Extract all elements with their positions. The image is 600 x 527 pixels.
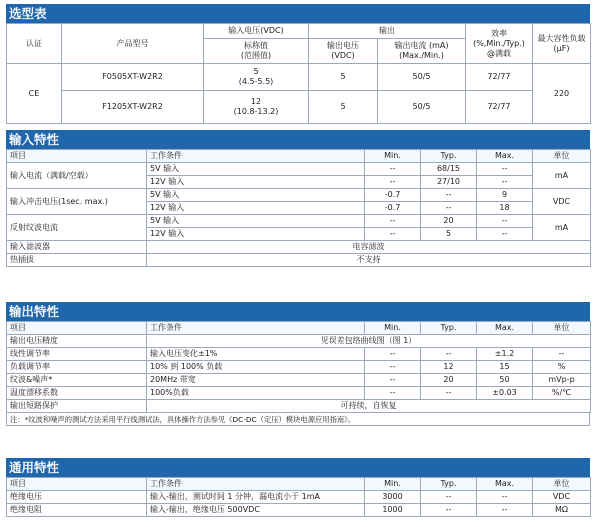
typ-cell: 27/10 — [421, 176, 477, 189]
typ-cell: -- — [421, 387, 477, 400]
cond-cell: 5V 输入 — [147, 189, 365, 202]
max-cell: -- — [477, 163, 533, 176]
output-section — [6, 302, 590, 426]
cond-header: 工作条件 — [147, 478, 365, 491]
input-voltage-header: 输入电压(VDC) — [204, 24, 309, 39]
max-header: Max. — [477, 150, 533, 163]
hotplug-label: 热插拔 — [7, 254, 147, 267]
unit-cell: % — [533, 361, 591, 374]
min-cell: 3000 — [365, 491, 421, 504]
selection-table — [6, 23, 591, 124]
table-row — [7, 374, 591, 387]
short-value: 可持续，自恢复 — [147, 400, 591, 413]
item-cell: 绝缘电阻 — [7, 504, 147, 517]
unit-cell: -- — [533, 348, 591, 361]
input-section — [6, 130, 590, 267]
min-cell: -0.7 — [365, 202, 421, 215]
cond-cell: 100%负载 — [147, 387, 365, 400]
unit-cell: mVp-p — [533, 374, 591, 387]
out-current-header: 输出电流 (mA) (Max./Min.) — [378, 39, 466, 64]
unit-cell: mA — [533, 215, 591, 241]
typ-cell: -- — [421, 491, 477, 504]
cond-cell: 5V 输入 — [147, 215, 365, 228]
eff-cell: 72/77 — [466, 91, 533, 124]
nominal-cell: 12 (10.8-13.2) — [204, 91, 309, 124]
output-title: 输出特性 — [6, 302, 590, 321]
cond-cell: 输入-输出，测试时间 1 分钟，漏电流小于 1mA — [147, 491, 365, 504]
output-header: 输出 — [309, 24, 466, 39]
unit-header: 单位 — [533, 150, 591, 163]
max-header: Max. — [477, 322, 533, 335]
table-row — [7, 241, 591, 254]
vout-cell: 5 — [309, 91, 378, 124]
cond-cell: 输入电压变化±1% — [147, 348, 365, 361]
general-table — [6, 477, 591, 517]
item-header: 项目 — [7, 322, 147, 335]
typ-cell: -- — [421, 348, 477, 361]
typ-cell: 68/15 — [421, 163, 477, 176]
eff-cell: 72/77 — [466, 64, 533, 91]
efficiency-header: 效率 (%,Min./Typ.) @满载 — [466, 24, 533, 64]
min-cell: -- — [365, 361, 421, 374]
table-row — [7, 335, 591, 348]
input-ripple-label: 反射纹波电流 — [7, 215, 147, 241]
typ-header: Typ. — [421, 322, 477, 335]
vout-cell: 5 — [309, 64, 378, 91]
item-cell: 纹波&噪声* — [7, 374, 147, 387]
cert-value: CE — [7, 64, 62, 124]
item-cell: 负载调节率 — [7, 361, 147, 374]
typ-cell: -- — [421, 504, 477, 517]
iout-cell: 50/5 — [378, 64, 466, 91]
typ-cell: -- — [421, 189, 477, 202]
input-title: 输入特性 — [6, 130, 590, 149]
selection-section — [6, 4, 590, 124]
table-row — [7, 215, 591, 228]
cond-cell: 5V 输入 — [147, 163, 365, 176]
item-cell: 绝缘电压 — [7, 491, 147, 504]
min-header: Min. — [365, 322, 421, 335]
item-header: 项目 — [7, 478, 147, 491]
cond-cell: 12V 输入 — [147, 228, 365, 241]
out-voltage-header: 输出电压 (VDC) — [309, 39, 378, 64]
hotplug-value: 不支持 — [147, 254, 591, 267]
model-cell: F0505XT-W2R2 — [62, 64, 204, 91]
typ-cell: 20 — [421, 215, 477, 228]
cond-cell: 20MHz 带宽 — [147, 374, 365, 387]
cert-header: 认证 — [7, 24, 62, 64]
table-row — [7, 254, 591, 267]
short-label: 输出短路保护 — [7, 400, 147, 413]
table-row — [7, 189, 591, 202]
min-header: Min. — [365, 150, 421, 163]
max-cell: 18 — [477, 202, 533, 215]
input-table — [6, 149, 591, 267]
cond-header: 工作条件 — [147, 150, 365, 163]
cond-cell: 12V 输入 — [147, 176, 365, 189]
output-table — [6, 321, 591, 413]
unit-cell: mA — [533, 163, 591, 189]
max-cell: -- — [477, 504, 533, 517]
max-cell: 15 — [477, 361, 533, 374]
typ-cell: 20 — [421, 374, 477, 387]
cond-cell: 输入-输出，绝缘电压 500VDC — [147, 504, 365, 517]
typ-header: Typ. — [421, 150, 477, 163]
max-header: Max. — [477, 478, 533, 491]
cond-cell: 12V 输入 — [147, 202, 365, 215]
unit-cell: MΩ — [533, 504, 591, 517]
min-header: Min. — [365, 478, 421, 491]
unit-cell: VDC — [533, 189, 591, 215]
min-cell: -- — [365, 163, 421, 176]
model-header: 产品型号 — [62, 24, 204, 64]
min-cell: -- — [365, 176, 421, 189]
max-cell: -- — [477, 176, 533, 189]
max-cap-value: 220 — [533, 64, 591, 124]
min-cell: -0.7 — [365, 189, 421, 202]
filter-label: 输入滤波器 — [7, 241, 147, 254]
max-cap-header: 最大容性负载 (µF) — [533, 24, 591, 64]
min-cell: -- — [365, 228, 421, 241]
min-cell: 1000 — [365, 504, 421, 517]
table-row — [7, 348, 591, 361]
input-current-label: 输入电流（满载/空载） — [7, 163, 147, 189]
accuracy-label: 输出电压精度 — [7, 335, 147, 348]
unit-header: 单位 — [533, 478, 591, 491]
typ-cell: 5 — [421, 228, 477, 241]
general-section — [6, 458, 590, 517]
unit-header: 单位 — [533, 322, 591, 335]
accuracy-value: 见误差包络曲线图（图 1） — [147, 335, 591, 348]
table-row — [7, 387, 591, 400]
unit-cell: %/℃ — [533, 387, 591, 400]
max-cell: 50 — [477, 374, 533, 387]
table-row — [7, 491, 591, 504]
cond-header: 工作条件 — [147, 322, 365, 335]
selection-title: 选型表 — [6, 4, 590, 23]
max-cell: -- — [477, 228, 533, 241]
typ-cell: -- — [421, 202, 477, 215]
nominal-cell: 5 (4.5-5.5) — [204, 64, 309, 91]
typ-cell: 12 — [421, 361, 477, 374]
filter-value: 电容滤波 — [147, 241, 591, 254]
item-cell: 温度漂移系数 — [7, 387, 147, 400]
min-cell: -- — [365, 387, 421, 400]
typ-header: Typ. — [421, 478, 477, 491]
unit-cell: VDC — [533, 491, 591, 504]
general-title: 通用特性 — [6, 458, 590, 477]
max-cell: ±0.03 — [477, 387, 533, 400]
output-note: 注：*纹波和噪声的测试方法采用平行线测试法，具体操作方法参见《DC-DC（定压）模块电源应用指南》。 — [6, 413, 590, 426]
table-row — [7, 361, 591, 374]
table-row — [7, 64, 591, 91]
iout-cell: 50/5 — [378, 91, 466, 124]
item-cell: 线性调节率 — [7, 348, 147, 361]
max-cell: -- — [477, 491, 533, 504]
table-row — [7, 163, 591, 176]
table-row — [7, 400, 591, 413]
max-cell: 9 — [477, 189, 533, 202]
item-header: 项目 — [7, 150, 147, 163]
max-cell: ±1.2 — [477, 348, 533, 361]
model-cell: F1205XT-W2R2 — [62, 91, 204, 124]
table-row — [7, 91, 591, 124]
max-cell: -- — [477, 215, 533, 228]
min-cell: -- — [365, 348, 421, 361]
input-surge-label: 输入冲击电压(1sec. max.) — [7, 189, 147, 215]
min-cell: -- — [365, 374, 421, 387]
min-cell: -- — [365, 215, 421, 228]
cond-cell: 10% 到 100% 负载 — [147, 361, 365, 374]
table-row — [7, 504, 591, 517]
nominal-header: 标称值 (范围值) — [204, 39, 309, 64]
